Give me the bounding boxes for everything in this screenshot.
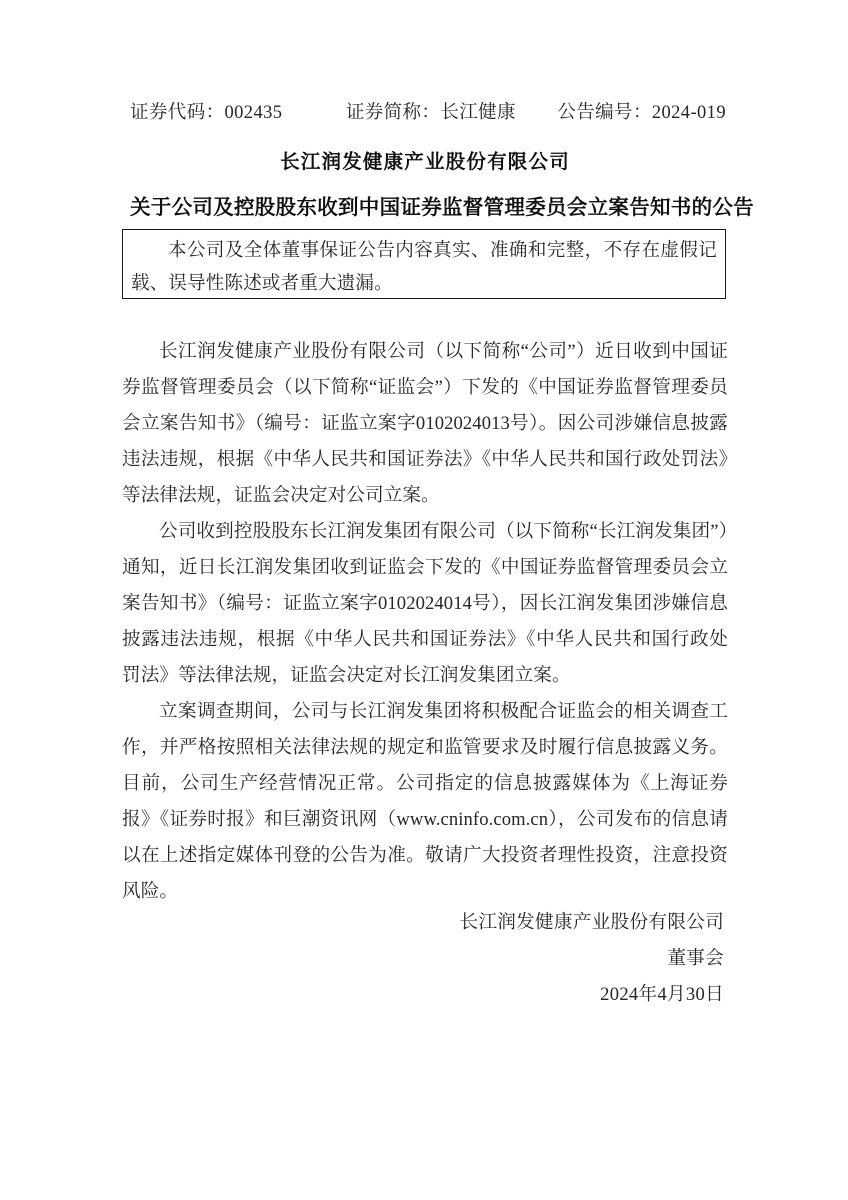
disclaimer-box [122,229,726,299]
body-paragraph-3: 立案调查期间，公司与长江润发集团将积极配合证监会的相关调查工作，并严格按照相关法律法规的规定和监管要求及时履行信息披露义务。目前，公司生产经营情况正常。公司指定的信息披露媒体为《上海证券报》《证券时报》和巨潮资讯网（www.cninfo.com.cn），公司发布的信息请以在上述指定媒体刊登的公告为准。敬请广大投资者理性投资，注意投资风险。 [122,701,728,902]
document-body [122,334,728,910]
body-paragraph-2: 公司收到控股股东长江润发集团有限公司（以下简称“长江润发集团”）通知，近日长江润发集团收到证监会下发的《中国证券监督管理委员会立案告知书》（编号：证监立案字0102024014号），因长江润发集团涉嫌信息披露违法违规，根据《中华人民共和国证券法》《中华人民共和国行政处罚法》等法律法规，证监会决定对长江润发集团立案。 [122,521,728,686]
signature-date: 2024年4月30日 [600,984,724,1005]
announcement-subject-title: 关于公司及控股股东收到中国证券监督管理委员会立案告知书的公告 [130,195,754,219]
signature-issuer: 董事会 [667,948,724,969]
security-code: 证券代码：002435 [130,103,283,123]
document-header [122,98,728,124]
disclaimer-text: 本公司及全体董事保证公告内容真实、准确和完整，不存在虚假记载、误导性陈述或者重大遗漏。 [131,241,717,294]
security-abbreviation: 证券简称：长江健康 [345,103,516,123]
company-name-title: 长江润发健康产业股份有限公司 [280,150,570,173]
signature-block [122,905,724,1013]
signature-company: 长江润发健康产业股份有限公司 [459,912,724,933]
announcement-number: 公告编号：2024-019 [557,103,726,123]
body-paragraph-1: 长江润发健康产业股份有限公司（以下简称“公司”）近日收到中国证券监督管理委员会（以下简称“证监会”）下发的《中国证券监督管理委员会立案告知书》（编号：证监立案字0102024013号）。因公司涉嫌信息披露违法违规，根据《中华人民共和国证券法》《中华人民共和国行政处罚法》等法律法规，证监会决定对公司立案。 [122,341,728,506]
